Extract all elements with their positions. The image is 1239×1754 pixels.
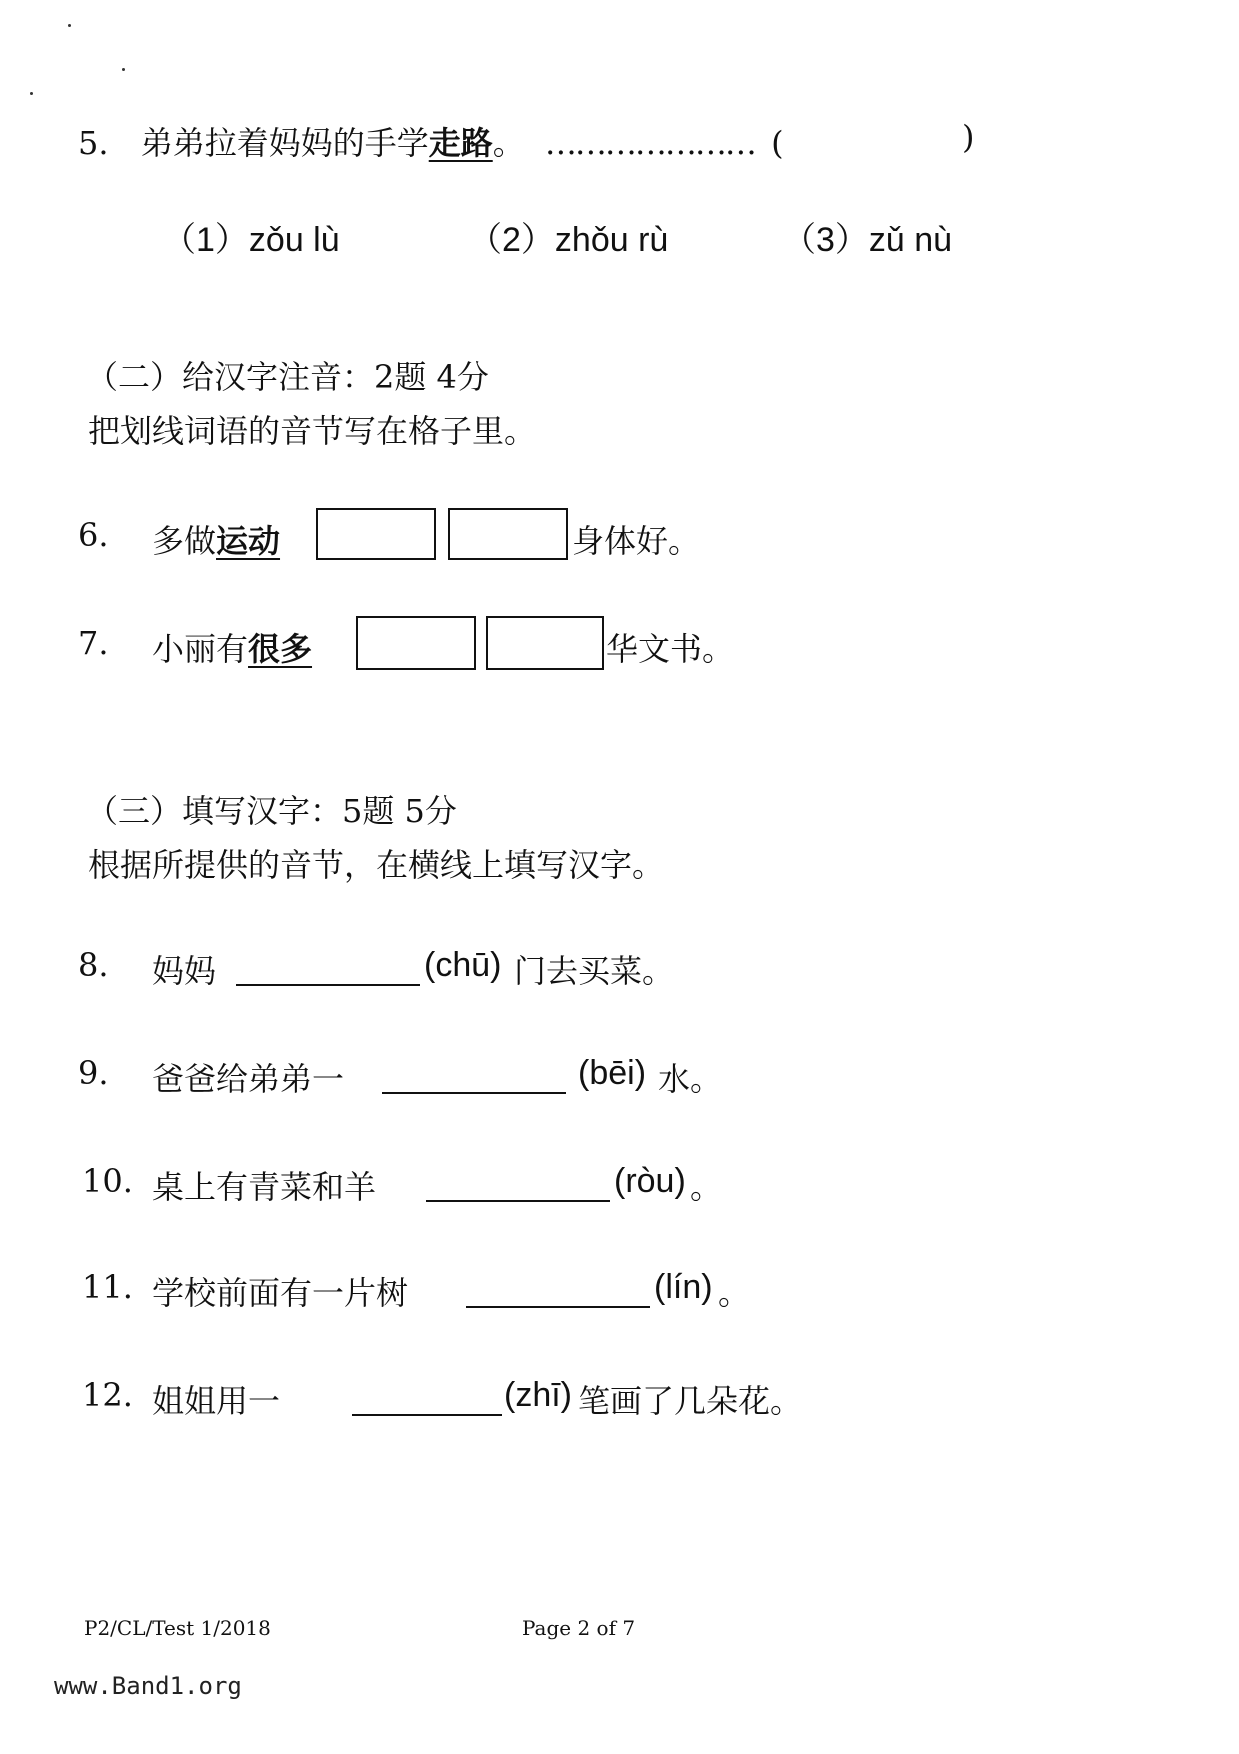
option-number: （2） (468, 221, 555, 259)
sentence-before: 小丽有 (152, 630, 249, 668)
sentence-before: 妈妈 (152, 952, 217, 990)
pinyin-hint: (bēi) (578, 1054, 647, 1092)
pinyin-box-2[interactable] (486, 616, 604, 670)
pinyin-hint: (lín) (654, 1268, 713, 1306)
pinyin-hint: (ròu) (614, 1162, 686, 1200)
watermark-url[interactable]: www.Band1.org (54, 1672, 242, 1700)
sentence-before: 桌上有青菜和羊 (152, 1168, 377, 1206)
sentence-before: 姐姐用一 (152, 1382, 281, 1420)
question-9-number: 9. (78, 1054, 109, 1092)
sentence-after: 门去买菜。 (514, 952, 675, 990)
question-11-number: 11. (82, 1268, 133, 1306)
pinyin-box-1[interactable] (316, 508, 436, 560)
option-number: （1） (162, 221, 249, 259)
footer-exam-code: P2/CL/Test 1/2018 (84, 1616, 271, 1640)
sentence-after: 。 (690, 1168, 723, 1206)
sentence-after: 。 (718, 1274, 751, 1312)
question-6-before (152, 516, 280, 562)
answer-paren-close: ) (962, 118, 975, 156)
option-pinyin: zǒu lù (248, 221, 340, 259)
question-12-number: 12. (82, 1376, 133, 1414)
question-10-number: 10. (82, 1162, 133, 1200)
pinyin-box-1[interactable] (356, 616, 476, 670)
option-1[interactable] (162, 212, 340, 261)
answer-blank[interactable] (426, 1200, 610, 1202)
sentence-before: 爸爸给弟弟一 (152, 1060, 345, 1098)
underlined-word: 很多 (248, 630, 313, 668)
pinyin-box-2[interactable] (448, 508, 568, 560)
scan-speck (30, 92, 33, 95)
answer-blank[interactable] (466, 1306, 650, 1308)
pinyin-hint: (chū) (424, 946, 502, 984)
underlined-word: 走路 (428, 124, 493, 162)
sentence-before: 多做 (152, 522, 217, 560)
section-3-instruction: 根据所提供的音节，在横线上填写汉字。 (88, 846, 665, 884)
sentence-after: 华文书。 (606, 630, 735, 668)
option-pinyin: zhǒu rù (554, 221, 669, 259)
answer-blank[interactable] (352, 1414, 502, 1416)
sentence-before: 弟弟拉着妈妈的手学 (140, 124, 429, 162)
option-pinyin: zǔ nù (868, 221, 953, 259)
sentence-before: 学校前面有一片树 (152, 1274, 409, 1312)
scan-speck (68, 24, 71, 27)
option-number: （3） (782, 221, 869, 259)
section-3-heading: （三）填写汉字：5题 5分 (86, 792, 457, 830)
answer-blank[interactable] (236, 984, 420, 986)
scan-speck (122, 68, 125, 71)
option-2[interactable] (468, 212, 668, 261)
question-7-before (152, 624, 312, 670)
question-7-number: 7. (78, 624, 109, 662)
pinyin-hint: (zhī) (504, 1376, 572, 1414)
section-2-instruction: 把划线词语的音节写在格子里。 (88, 412, 537, 450)
footer-page-number: Page 2 of 7 (522, 1616, 636, 1640)
question-8-number: 8. (78, 946, 109, 984)
option-3[interactable] (782, 212, 952, 261)
sentence-after: 水。 (658, 1060, 723, 1098)
sentence-after: 笔画了几朵花。 (578, 1382, 803, 1420)
question-5 (78, 118, 784, 164)
underlined-word: 运动 (216, 522, 281, 560)
question-6-number: 6. (78, 516, 109, 554)
dot-leader: ………………… (544, 124, 755, 162)
question-number: 5. (78, 124, 109, 162)
sentence-after: 。 (492, 124, 525, 162)
sentence-after: 身体好。 (572, 522, 701, 560)
answer-paren-open: ( (771, 124, 784, 162)
answer-blank[interactable] (382, 1092, 566, 1094)
section-2-heading: （二）给汉字注音：2题 4分 (86, 358, 489, 396)
